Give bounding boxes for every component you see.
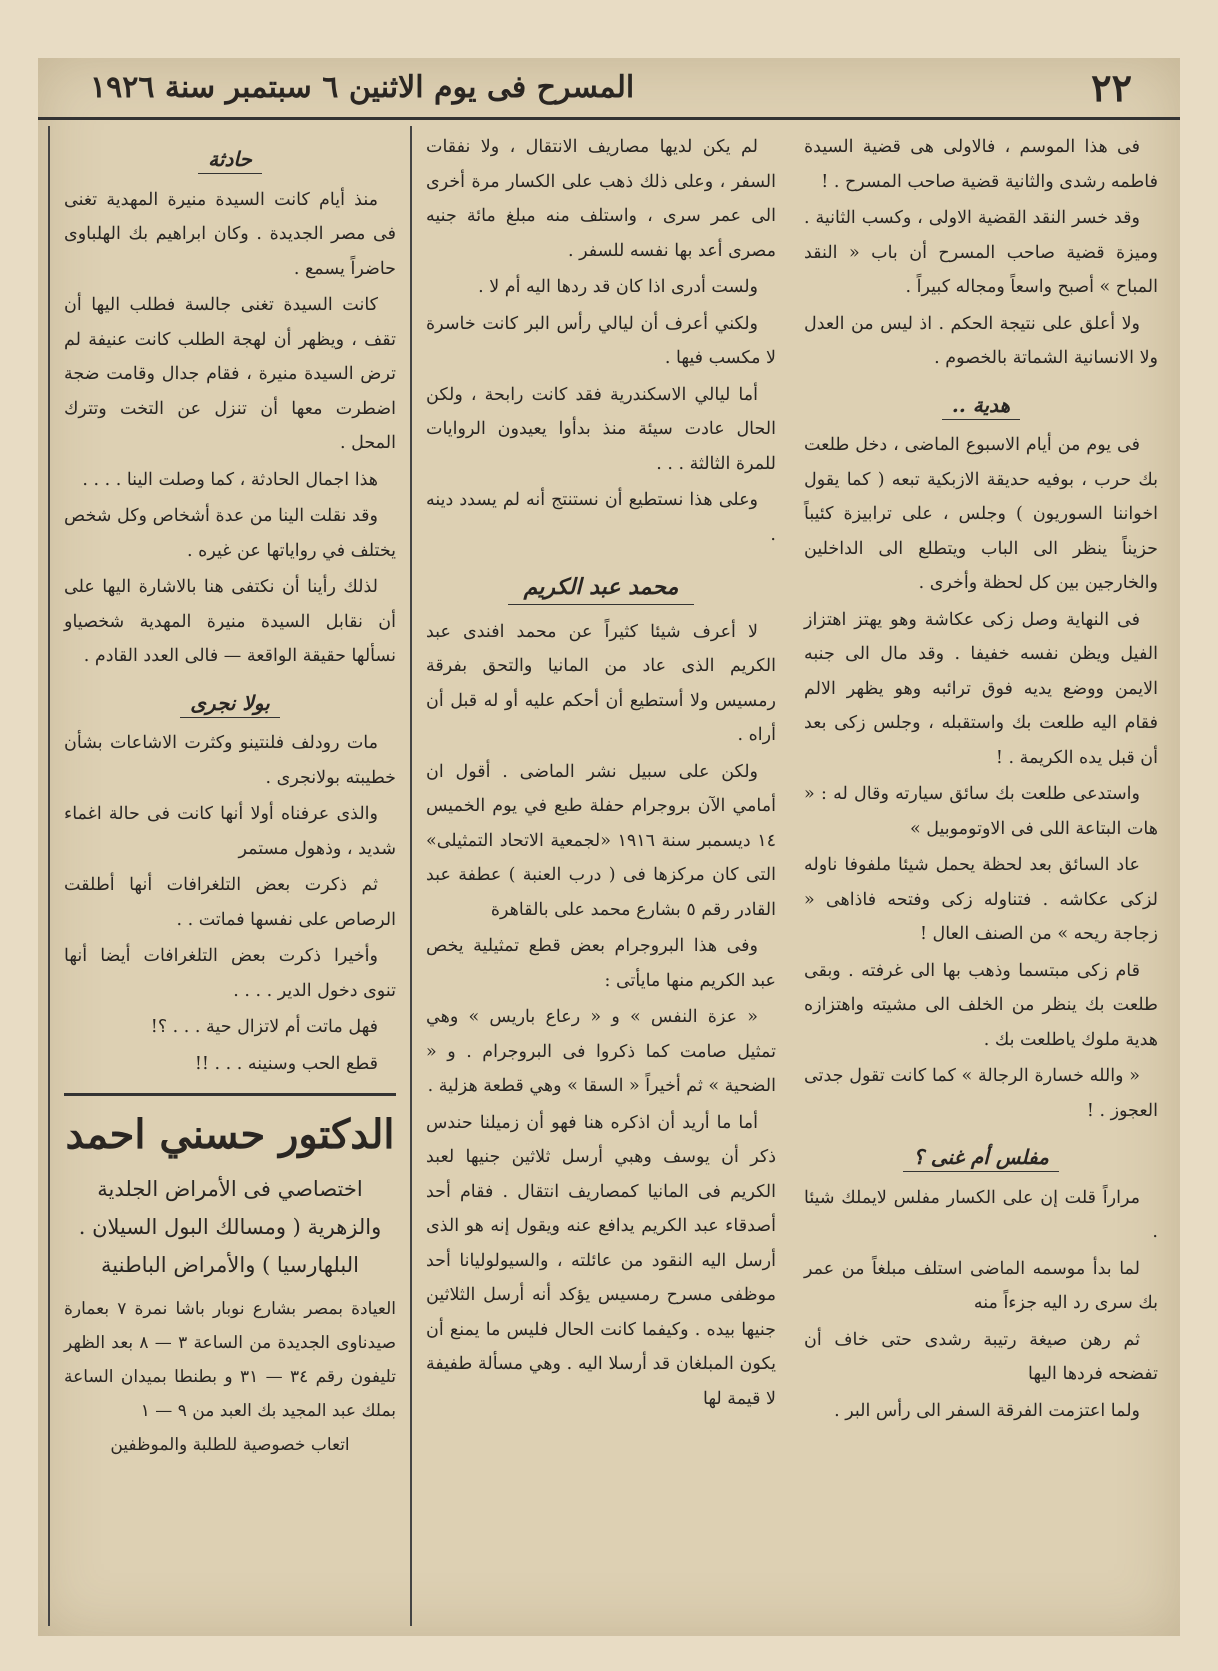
paragraph: فهل ماتت أم لاتزال حية . . . ؟! bbox=[150, 1017, 378, 1037]
paragraph: ولكني أعرف أن ليالي رأس البر كانت خاسرة لا مكسب فيها . bbox=[426, 313, 776, 368]
paragraph: ولست أدرى اذا كان قد ردها اليه أم لا . bbox=[478, 277, 758, 297]
paragraph: والذى عرفناه أولا أنها كانت فى حالة اغماء شديد ، وذهول مستمر bbox=[64, 804, 396, 859]
page-header bbox=[38, 58, 1180, 120]
section-title-text: بولا نجرى bbox=[180, 691, 279, 718]
paragraph: « والله خسارة الرجالة » كما كانت تقول جدتى العجوز . ! bbox=[804, 1066, 1158, 1121]
paragraph: لا أعرف شيئا كثيراً عن محمد افندى عبد الكريم الذى عاد من المانيا والتحق بفرقة رمسيس ولا أستطيع أن أحكم عليه أو له قبل أن أراه . bbox=[426, 621, 776, 745]
section-title-pola bbox=[64, 686, 396, 721]
section-title-gift bbox=[804, 388, 1158, 423]
running-head: المسرح فى يوم الاثنين ٦ سبتمبر سنة ١٩٢٦ bbox=[90, 70, 635, 105]
paragraph: ثم ذكرت بعض التلغرافات أنها أطلقت الرصاص على نفسها فماتت . . bbox=[64, 875, 396, 930]
section-title-abdelkarim bbox=[426, 570, 776, 605]
paragraph: واستدعى طلعت بك سائق سيارته وقال له : « هات البتاعة اللى فى الاوتوموبيل » bbox=[804, 784, 1158, 839]
paragraph: لذلك رأينا أن نكتفى هنا بالاشارة اليها على أن نقابل السيدة منيرة المهدية شخصياو نسألها حقيقة الواقعة — فالى العدد القادم . bbox=[64, 577, 396, 666]
ad-doctor-name: الدكتور حسني احمد bbox=[65, 1111, 395, 1158]
paragraph: هذا اجمال الحادثة ، كما وصلت الينا . . . . bbox=[82, 469, 378, 490]
section-title-bankrupt bbox=[804, 1140, 1158, 1175]
paragraph: وقد نقلت الينا من عدة أشخاص وكل شخص يختلف في رواياتها عن غيره . bbox=[64, 506, 396, 561]
paragraph: قام زكى مبتسما وذهب بها الى غرفته . وبقى طلعت بك ينظر من الخلف الى مشيته واهتزازه هدية ملوك ياطلعت بك . bbox=[804, 960, 1158, 1050]
section-title-text: هدية .. bbox=[942, 393, 1020, 420]
paragraph: لم يكن لديها مصاريف الانتقال ، ولا نفقات السفر ، وعلى ذلك ذهب على الكسار مرة أخرى الى عمر سرى ، واستلف منه مبلغ مائة جنيه مصرى أعد بها نفسه للسفر . bbox=[426, 137, 776, 261]
ad-fees-note: اتعاب خصوصية للطلبة والموظفين bbox=[110, 1435, 350, 1455]
column-right bbox=[790, 126, 1172, 1626]
paragraph: « عزة النفس » و « رعاع باريس » وهي تمثيل صامت كما ذكروا فى البروجرام . و « الضحية » ثم أخيراً « السقا » وهي قطعة هزلية . bbox=[426, 1007, 776, 1096]
paragraph: ثم رهن صيغة رتيبة رشدى حتى خاف أن تفضحه فردها اليها bbox=[804, 1329, 1158, 1384]
ad-clinic-info: العيادة بمصر بشارع نوبار باشا نمرة ٧ بعمارة صيدناوى الجديدة من الساعة ٣ — ٨ بعد الظهر تليفون رقم ٣٤ — ٣١ و بطنطا بميدان الساعة بملك عبد المجيد بك العبد من ٩ — ١ bbox=[64, 1299, 397, 1421]
paragraph: ولكن على سبيل نشر الماضى . أقول ان أمامي الآن بروجرام حفلة طبع في يوم الخميس ١٤ ديسمبر سنة ١٩١٦ «لجمعية الاتحاد التمثيلى» التى كان مركزها فى ( درب العنبة ) عطفة عبد القادر رقم ٥ بشارع محمد على بالقاهرة bbox=[426, 761, 777, 920]
paragraph: فى هذا الموسم ، فالاولى هى قضية السيدة فاطمه رشدى والثانية قضية صاحب المسرح . ! bbox=[804, 137, 1158, 192]
paragraph: أما ما أريد أن اذكره هنا فهو أن زميلنا حندس ذكر أن يوسف وهبي أرسل ثلاثين جنيها لعبد الكريم فى المانيا كمصاريف انتقال . فقام أحد أصدقاء عبد الكريم يدافع عنه ويقول إنه هو الذى أرسل اليه النقود من عائلته ، والسيولوليانا أحد موظفى مسرح رمسيس يؤكد أنه أرسل الثلاثين جنيها بيده . وكيفما كانت الحال فليس ما يمنع أن يكون المبلغان قد أرسلا اليه . وهي مسألة طفيفة لا قيمة لها bbox=[426, 1112, 776, 1409]
doctor-advertisement bbox=[64, 1093, 396, 1462]
section-title-text: محمد عبد الكريم bbox=[508, 574, 695, 605]
section-title-text: مفلس أم غنى ؟ bbox=[903, 1145, 1059, 1172]
paragraph: فى يوم من أيام الاسبوع الماضى ، دخل طلعت بك حرب ، بوفيه حديقة الازبكية تبعه ( كما يقول اخواننا السوريون ) وجلس ، على ترابيزة كئيباً حزيناً ينظر الى الباب ويتطلع الى الداخلين والخارجين بين كل لحظة وأخرى . bbox=[804, 435, 1158, 593]
paragraph: ولما اعتزمت الفرقة السفر الى رأس البر . bbox=[834, 1400, 1140, 1421]
paragraph: وأخيرا ذكرت بعض التلغرافات أيضا أنها تنوى دخول الدير . . . . bbox=[64, 946, 396, 1001]
section-title-incident bbox=[64, 142, 396, 177]
paragraph: كانت السيدة تغنى جالسة فطلب اليها أن تقف ، ويظهر أن لهجة الطلب كانت عنيفة لم ترض السيدة منيرة ، فقام جدال وقامت ضجة اضطرت معها أن تنزل عن التخت وتترك المحل . bbox=[64, 295, 396, 453]
paragraph: فى النهاية وصل زكى عكاشة وهو يهتز اهتزاز الفيل ويظن نفسه خفيفا . وقد مال الى جنبه الايمن ووضع يديه فوق ترائبه وهو يظهر الالم فقام اليه طلعت بك واستقبله ، وجلس زكى بعد أن قبل يده الكريمة . ! bbox=[804, 609, 1158, 768]
paragraph: وفى هذا البروجرام بعض قطع تمثيلية يخص عبد الكريم منها مايأتى : bbox=[426, 936, 776, 991]
column-left bbox=[48, 126, 410, 1626]
paragraph: لما بدأ موسمه الماضى استلف مبلغاً من عمر بك سرى رد اليه جزءاً منه bbox=[804, 1258, 1158, 1313]
paragraph: مراراً قلت إن على الكسار مفلس لايملك شيئا . bbox=[804, 1187, 1158, 1242]
newspaper-page bbox=[38, 58, 1180, 1636]
paragraph: ولا أعلق على نتيجة الحكم . اذ ليس من العدل ولا الانسانية الشماتة بالخصوم . bbox=[804, 313, 1158, 368]
page-number: ٢٢ bbox=[1091, 65, 1132, 110]
paragraph: أما ليالي الاسكندرية فقد كانت رابحة ، ولكن الحال عادت سيئة منذ بدأوا يعيدون الروايات للمرة الثالثة . . . bbox=[426, 384, 776, 474]
paragraph: وعلى هذا نستطيع أن نستنتج أنه لم يسدد دينه . bbox=[426, 490, 776, 545]
paragraph: عاد السائق بعد لحظة يحمل شيئا ملفوفا ناوله لزكى عكاشه . فتناوله زكى وفتحه فاذاهى « زجاجة ريحه » من الصنف العال ! bbox=[804, 855, 1158, 944]
section-title-text: حادثة bbox=[198, 147, 262, 174]
ad-specialty: اختصاصي فى الأمراض الجلدية والزهرية ( ومسالك البول السيلان . البلهارسيا ) والأمراض الباطنية bbox=[78, 1177, 382, 1277]
columns bbox=[46, 126, 1172, 1626]
paragraph: منذ أيام كانت السيدة منيرة المهدية تغنى فى مصر الجديدة . وكان ابراهيم بك الهلباوى حاضراً يسمع . bbox=[64, 189, 396, 279]
paragraph: قطع الحب وسنينه . . . !! bbox=[194, 1053, 378, 1074]
column-middle bbox=[410, 126, 790, 1626]
paragraph: مات رودلف فلنتينو وكثرت الاشاعات بشأن خطيبته بولانجرى . bbox=[64, 733, 396, 788]
paragraph: وقد خسر النقد القضية الاولى ، وكسب الثانية . وميزة قضية صاحب المسرح أن باب « النقد المباح » أصبح واسعاً ومجاله كبيراً . bbox=[804, 208, 1158, 297]
